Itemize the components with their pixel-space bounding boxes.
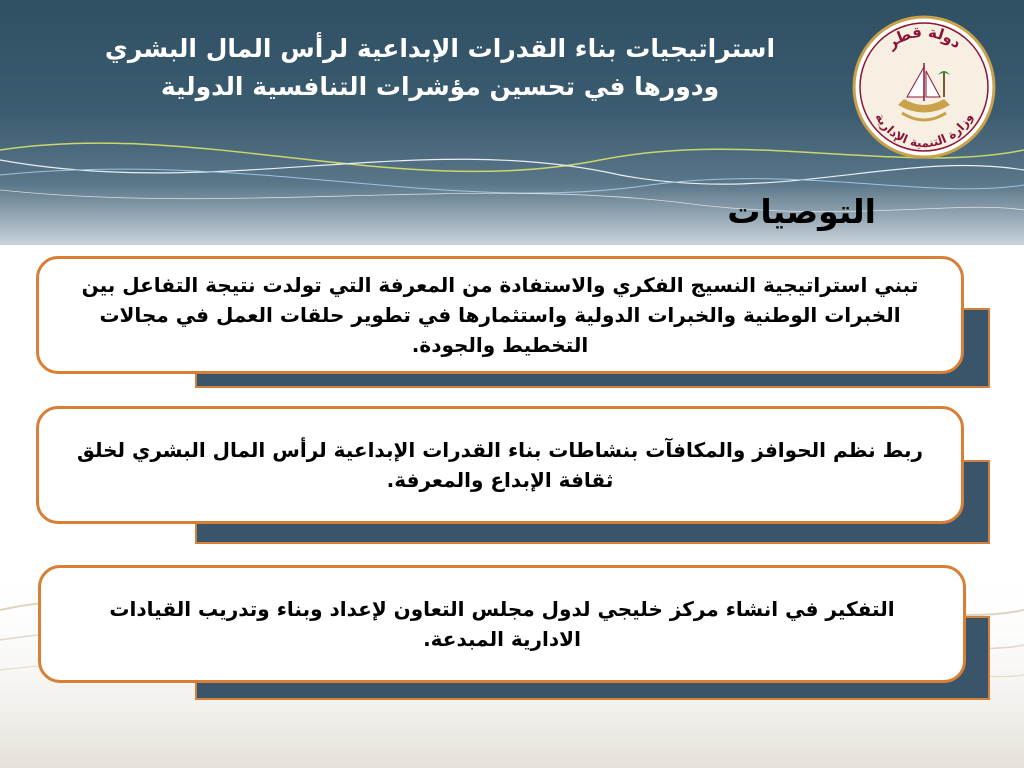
section-title: التوصيات <box>727 192 876 231</box>
slide-title <box>40 30 840 106</box>
recommendation-text-2: ربط نظم الحوافز والمكافآت بنشاطات بناء القدرات الإبداعية لرأس المال البشري لخلق ثقافة الإبداع والمعرفة. <box>76 438 924 492</box>
logo-bottom-text: وزارة التنمية الإدارية <box>872 110 976 151</box>
recommendation-text-1: تبني استراتيجية النسيج الفكري والاستفادة من المعرفة التي تولدت نتيجة التفاعل بين الخبرات الوطنية والخبرات الدولية واستثمارها في تطوير حلقات العمل في مجالات التخطيط والجودة. <box>81 273 919 357</box>
recommendation-card-1 <box>36 256 964 374</box>
logo-top-text: دولة قطر <box>883 22 965 53</box>
title-line-1: استراتيجيات بناء القدرات الإبداعية لرأس المال البشري <box>104 34 776 63</box>
recommendation-text-3: التفكير في انشاء مركز خليجي لدول مجلس التعاون لإعداد وبناء وتدريب القيادات الادارية المبدعة. <box>109 597 895 651</box>
recommendation-card-3 <box>38 565 966 683</box>
title-line-2: ودورها في تحسين مؤشرات التنافسية الدولية <box>160 72 720 101</box>
ministry-logo <box>852 15 997 160</box>
recommendation-card-2 <box>36 406 964 524</box>
